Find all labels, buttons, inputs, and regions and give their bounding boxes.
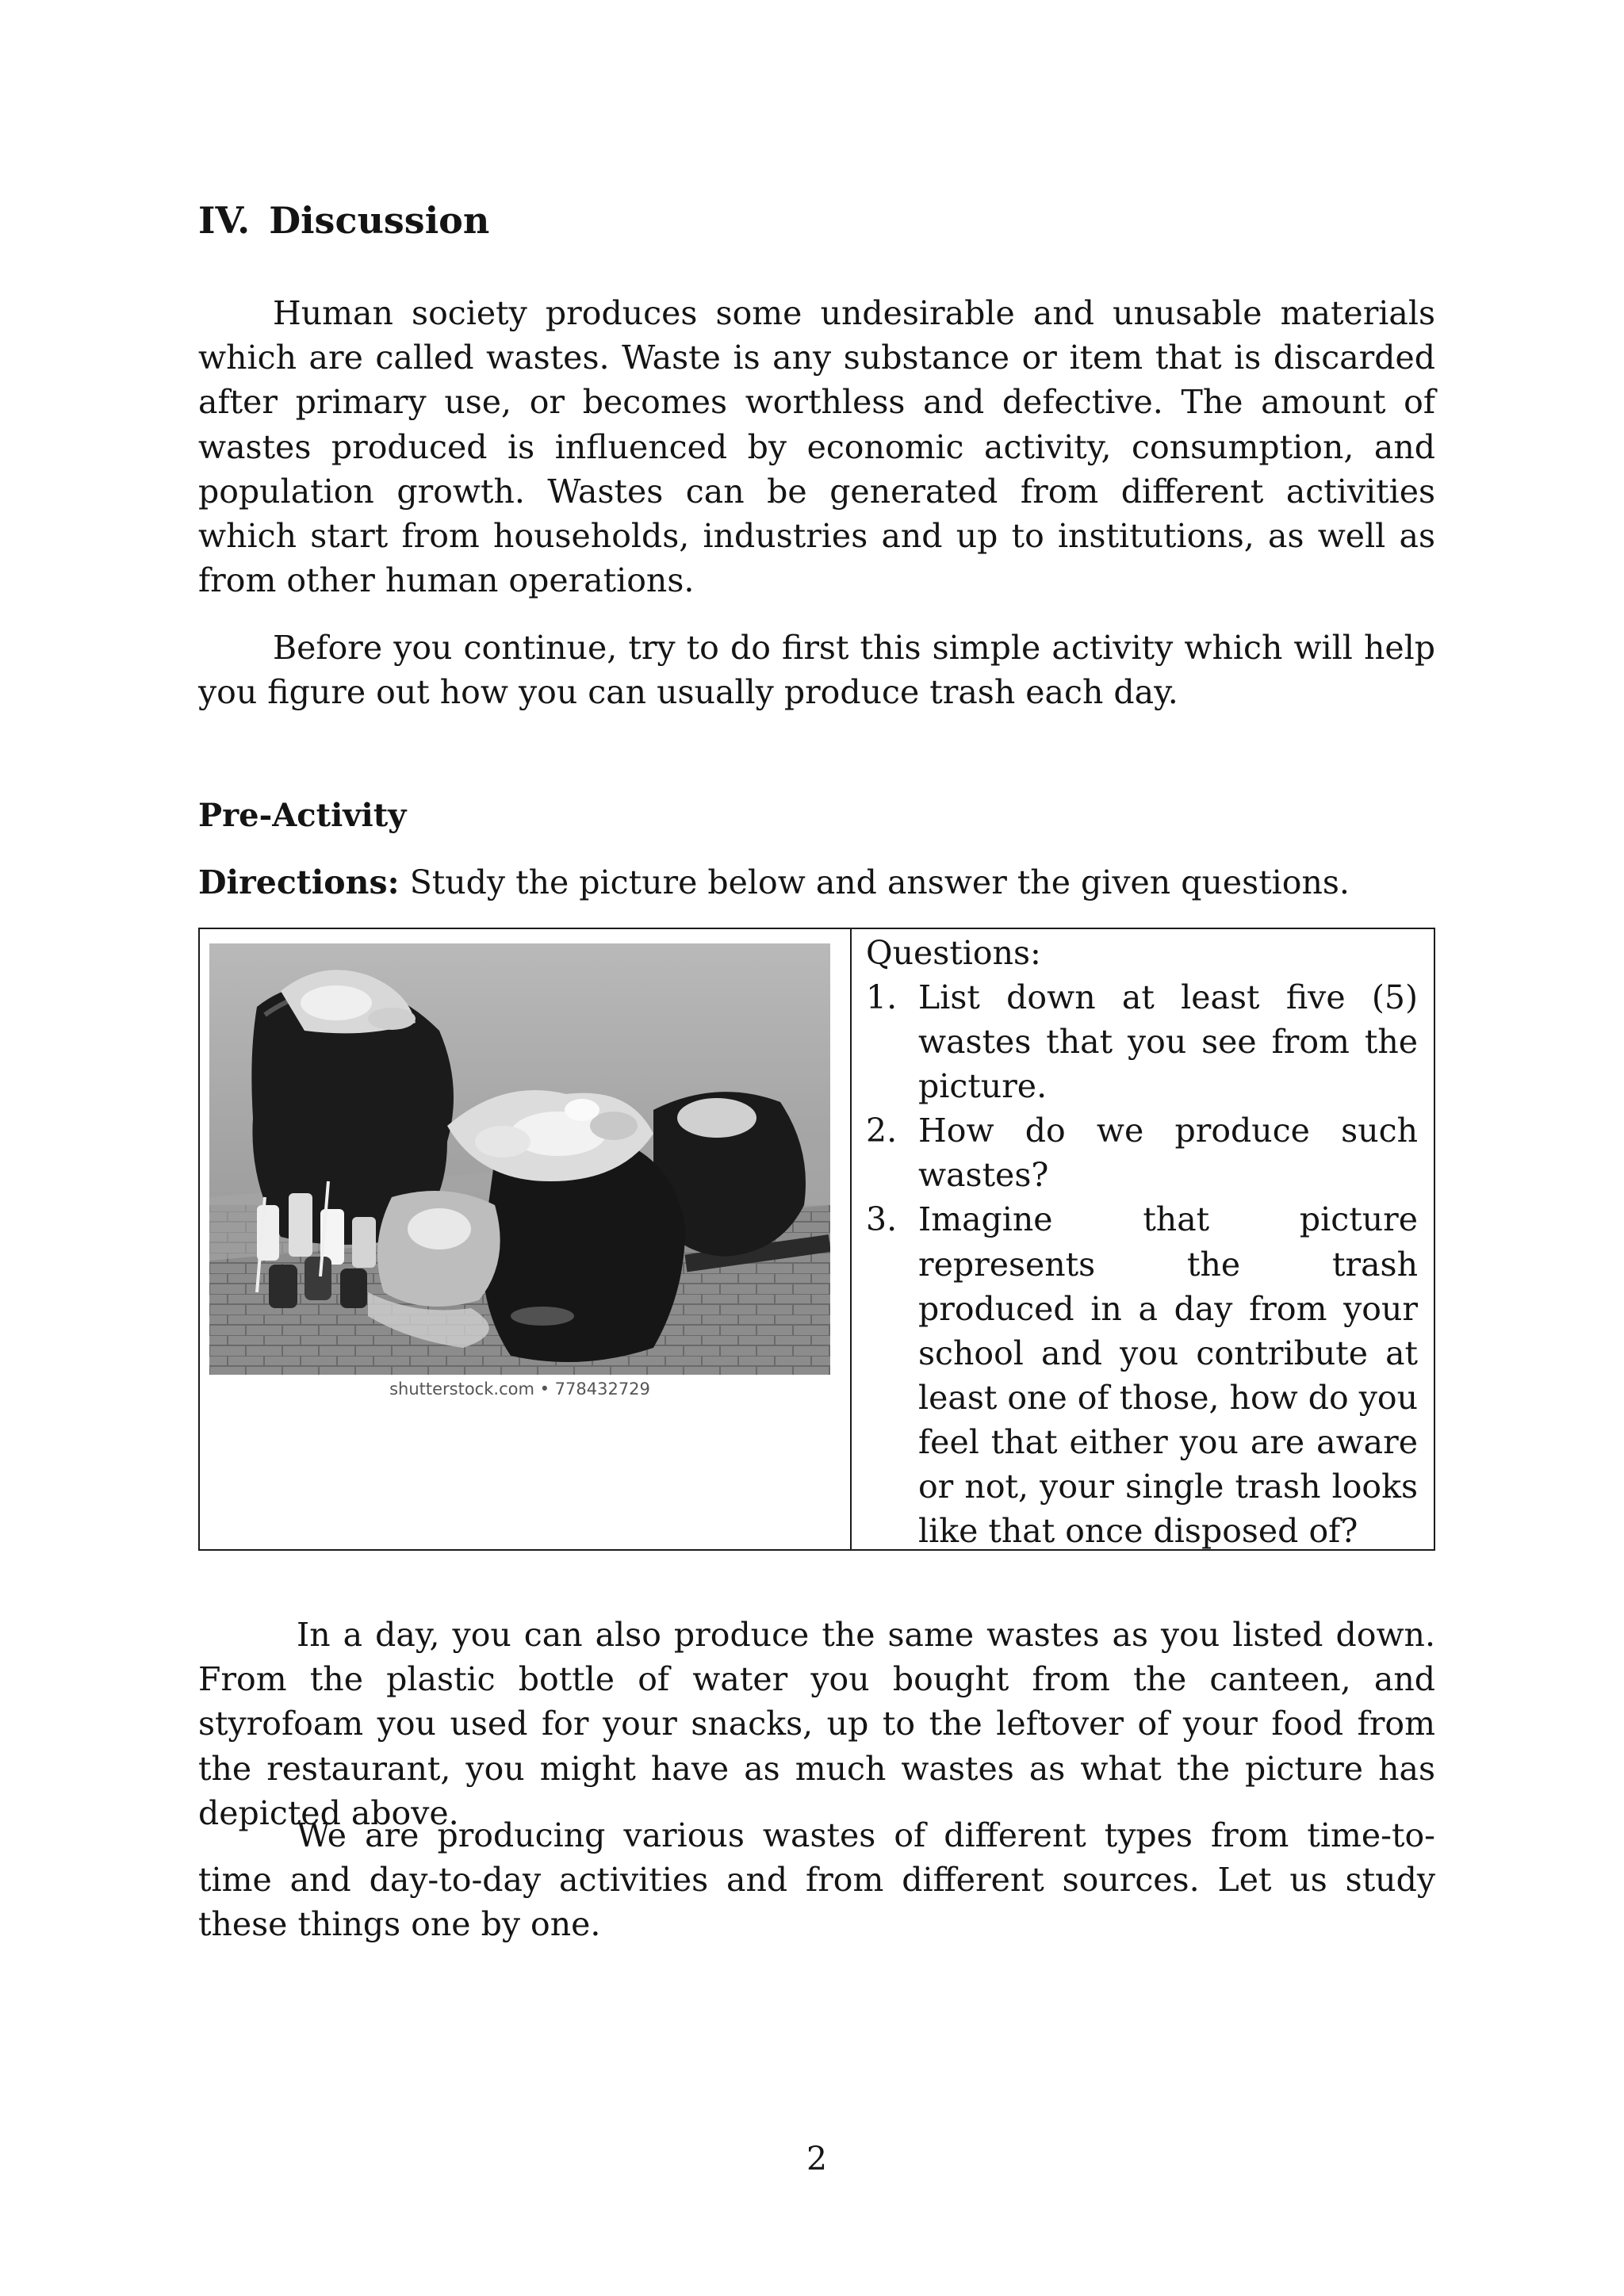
closing-paragraph: We are producing various wastes of different types from time-to-time and day-to-day activities and from different sources. Let us study these things one by one.: [198, 1816, 1435, 1944]
directions-text: Study the picture below and answer the given questions.: [399, 863, 1350, 901]
section-title: IV. Discussion: [198, 199, 490, 242]
intro-paragraph: Human society produces some undesirable and unusable materials which are called wastes. Waste is any substance or item that is discarded after primary use, or becomes worthless and defective. The amount of wastes produced is influenced by economic activity, consumption, and population growth. Wastes can be generated from different activities which start from households, industries and up to institutions, as well as from other human operations.: [198, 294, 1435, 600]
before-activity-paragraph: Before you continue, try to do first this simple activity which will help you figure out how you can usually produce trash each day.: [198, 629, 1435, 712]
question-number: 1.: [866, 978, 898, 1016]
photo-cell: [200, 929, 850, 1549]
photo-credit: shutterstock.com • 778432729: [389, 1380, 650, 1399]
question-text: List down at least five (5) wastes that you see from the picture.: [918, 978, 1418, 1106]
questions-title: Questions:: [866, 934, 1041, 972]
questions-list: [866, 975, 1418, 1553]
question-item: [866, 1197, 1418, 1553]
page-number: 2: [806, 2140, 828, 2178]
question-item: [866, 1108, 1418, 1197]
question-number: 2.: [866, 1112, 898, 1150]
document-page: [198, 0, 1435, 2296]
question-item: [866, 975, 1418, 1108]
question-number: 3.: [866, 1200, 898, 1239]
activity-table: [198, 928, 1435, 1551]
pre-activity-heading: Pre-Activity: [198, 797, 407, 834]
questions-cell: [852, 929, 1434, 1549]
after-activity-paragraph: In a day, you can also produce the same wastes as you listed down. From the plastic bottle of water you bought from the canteen, and styrofoam you used for your snacks, up to the leftover of your food from the restaurant, you might have as much wastes as what the picture has depicted above.: [198, 1616, 1435, 1832]
question-text: How do we produce such wastes?: [918, 1112, 1418, 1195]
directions-label: Directions:: [198, 863, 400, 901]
directions-line: [198, 860, 1350, 905]
question-text: Imagine that picture represents the trash produced in a day from your school and you contribute at least one of those, how do you feel that either you are aware or not, your single trash looks like that once disposed of?: [918, 1200, 1419, 1551]
garbage-bags-photo: [209, 943, 830, 1375]
